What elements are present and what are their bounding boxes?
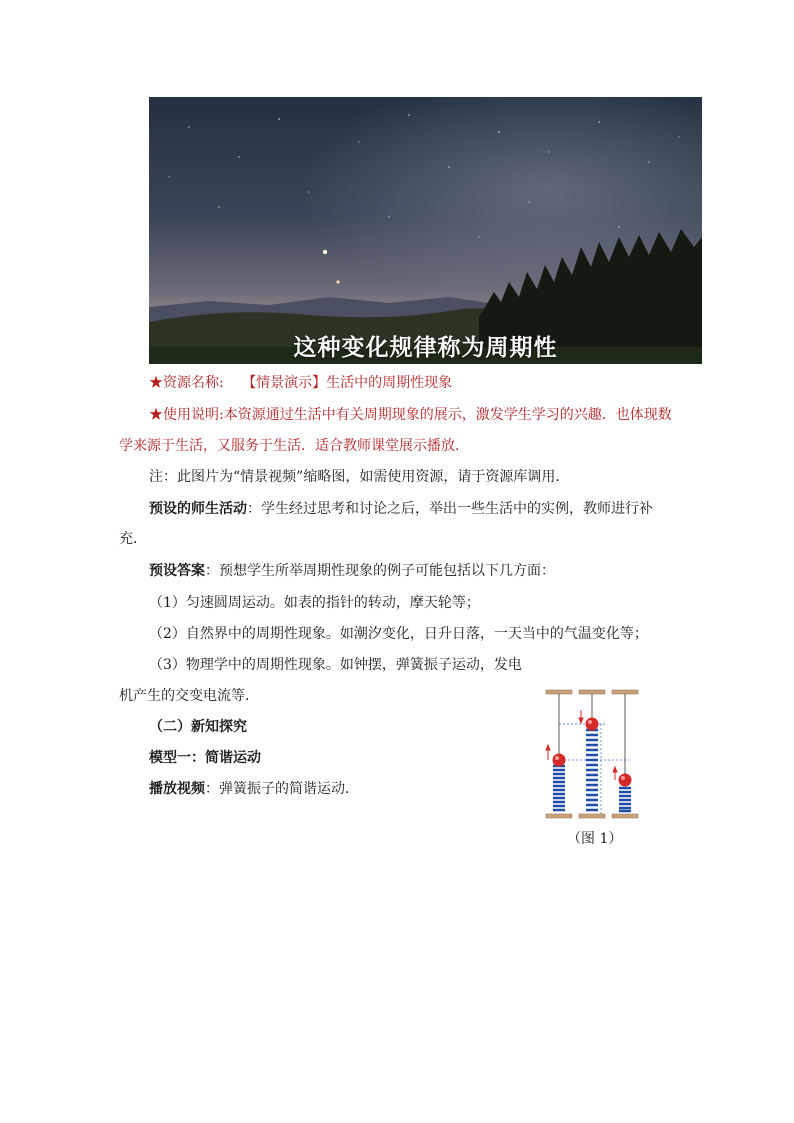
play-video-text: ：弹簧振子的简谐运动．: [205, 781, 359, 797]
spring-oscillator-figure: [544, 688, 640, 822]
activity-label: 预设的师生活动: [149, 501, 247, 517]
video-thumbnail[interactable]: [149, 97, 702, 364]
activity-text-1: ：学生经过思考和讨论之后，举出一些生活中的实例，教师进行补: [247, 501, 653, 517]
play-video-label: 播放视频: [149, 781, 205, 797]
section-heading: （二）新知探究: [149, 719, 247, 735]
usage-label: ★使用说明:: [149, 407, 224, 423]
list-item: 机产生的交变电流等．: [119, 688, 259, 704]
usage-line-1: [149, 406, 672, 424]
activity-line-1: [149, 500, 653, 518]
usage-text-1: 本资源通过生活中有关周期现象的展示，激发学生学习的兴趣．也体现数: [223, 407, 672, 423]
answer-text: ：预想学生所举周期性现象的例子可能包括以下几方面：: [205, 563, 555, 579]
list-item: （3）物理学中的周期性现象。如钟摆，弹簧振子运动，发电: [149, 657, 522, 673]
spring-oscillator-diagram: [544, 688, 640, 822]
figure-caption: （图 1）: [567, 831, 623, 847]
answer-line: [149, 562, 555, 580]
list-item: （1）匀速圆周运动。如表的指针的转动，摩天轮等；: [149, 595, 480, 611]
play-video-line: [149, 780, 359, 798]
usage-text-2: 学来源于生活，又服务于生活．适合教师课堂展示播放．: [119, 438, 469, 454]
resource-name-value: 【情景演示】生活中的周期性现象: [242, 375, 453, 391]
activity-text-2: 充．: [119, 531, 147, 547]
note-text: 注：此图片为“情景视频”缩略图，如需使用资源，请于资源库调用．: [149, 469, 570, 485]
video-caption: 这种变化规律称为周期性: [293, 335, 558, 361]
answer-label: 预设答案: [149, 563, 205, 579]
resource-name: [149, 374, 452, 392]
list-item: （2）自然界中的周期性现象。如潮汐变化，日升日落，一天当中的气温变化等；: [149, 626, 648, 642]
night-sky-landscape: [149, 97, 702, 364]
resource-name-label: ★资源名称:: [149, 375, 224, 391]
model-heading: 模型一：简谐运动: [149, 750, 261, 766]
